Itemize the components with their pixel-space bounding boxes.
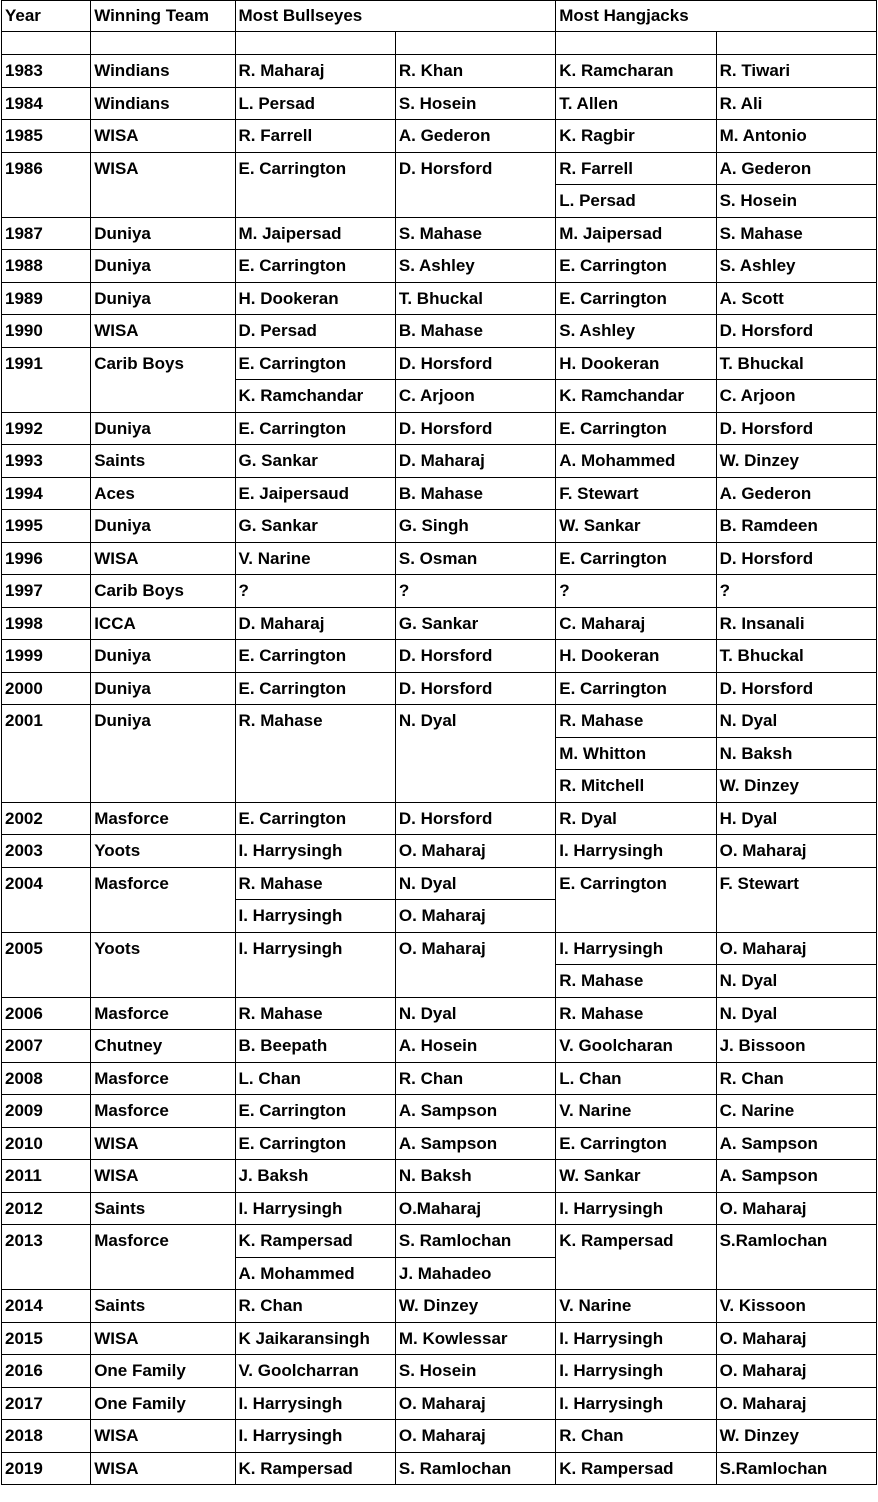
bullseye-player-cell: R. Chan — [235, 1290, 395, 1323]
winning-team-cell: Saints — [91, 1192, 235, 1225]
year-cell: 1989 — [2, 282, 91, 315]
year-cell: 1991 — [2, 347, 91, 412]
bullseye-player-cell: I. Harrysingh — [235, 835, 395, 868]
hangjack-player-cell: W. Sankar — [556, 510, 716, 543]
header-spacer-cell — [2, 32, 91, 55]
winning-team-cell: Duniya — [91, 412, 235, 445]
year-cell: 2006 — [2, 997, 91, 1030]
bullseye-player-cell: O. Maharaj — [395, 932, 555, 997]
bullseye-player-cell: S. Mahase — [395, 217, 555, 250]
winning-team-cell: ICCA — [91, 607, 235, 640]
year-cell: 2002 — [2, 802, 91, 835]
results-table — [1, 0, 877, 1485]
bullseye-player-cell: A. Mohammed — [235, 1257, 395, 1290]
year-cell: 2018 — [2, 1420, 91, 1453]
bullseye-player-cell: E. Carrington — [235, 250, 395, 283]
hangjack-player-cell: C. Narine — [716, 1095, 876, 1128]
hangjack-player-cell: L. Chan — [556, 1062, 716, 1095]
hangjack-player-cell: H. Dookeran — [556, 347, 716, 380]
table-row — [2, 120, 877, 153]
hangjack-player-cell: H. Dookeran — [556, 640, 716, 673]
bullseye-player-cell: I. Harrysingh — [235, 1420, 395, 1453]
hangjack-player-cell: R. Farrell — [556, 152, 716, 185]
table-row — [2, 1452, 877, 1485]
hangjack-player-cell: E. Carrington — [556, 542, 716, 575]
hangjack-player-cell: K. Ramchandar — [556, 380, 716, 413]
bullseye-player-cell: D. Horsford — [395, 672, 555, 705]
year-cell: 2004 — [2, 867, 91, 932]
bullseye-player-cell: B. Mahase — [395, 477, 555, 510]
table-row — [2, 250, 877, 283]
year-cell: 2003 — [2, 835, 91, 868]
year-cell: 2008 — [2, 1062, 91, 1095]
bullseye-player-cell: S. Ramlochan — [395, 1452, 555, 1485]
bullseye-player-cell: S. Osman — [395, 542, 555, 575]
hangjack-player-cell: H. Dyal — [716, 802, 876, 835]
bullseye-player-cell: G. Sankar — [235, 445, 395, 478]
bullseye-player-cell: O.Maharaj — [395, 1192, 555, 1225]
hangjack-player-cell: A. Scott — [716, 282, 876, 315]
hangjack-player-cell: E. Carrington — [556, 867, 716, 932]
winning-team-cell: Duniya — [91, 640, 235, 673]
hangjack-player-cell: S. Ashley — [716, 250, 876, 283]
hangjack-player-cell: O. Maharaj — [716, 1387, 876, 1420]
table-row — [2, 315, 877, 348]
bullseye-player-cell: K Jaikaransingh — [235, 1322, 395, 1355]
hangjack-player-cell: E. Carrington — [556, 412, 716, 445]
winning-team-cell: Duniya — [91, 510, 235, 543]
hangjack-player-cell: R. Insanali — [716, 607, 876, 640]
year-cell: 1993 — [2, 445, 91, 478]
year-cell: 2005 — [2, 932, 91, 997]
bullseye-player-cell: R. Farrell — [235, 120, 395, 153]
table-row — [2, 510, 877, 543]
hangjack-player-cell: D. Horsford — [716, 412, 876, 445]
table-row — [2, 835, 877, 868]
bullseye-player-cell: K. Rampersad — [235, 1452, 395, 1485]
hangjack-player-cell: K. Ragbir — [556, 120, 716, 153]
bullseye-player-cell: S. Ramlochan — [395, 1225, 555, 1258]
winning-team-cell: Duniya — [91, 217, 235, 250]
hangjack-player-cell: R. Chan — [716, 1062, 876, 1095]
year-cell: 2014 — [2, 1290, 91, 1323]
year-cell: 1995 — [2, 510, 91, 543]
hangjack-player-cell: F. Stewart — [716, 867, 876, 932]
hangjack-player-cell: W. Sankar — [556, 1160, 716, 1193]
table-row — [2, 412, 877, 445]
bullseye-player-cell: N. Dyal — [395, 867, 555, 900]
bullseye-player-cell: R. Mahase — [235, 705, 395, 803]
winning-team-cell: Masforce — [91, 802, 235, 835]
table-row — [2, 217, 877, 250]
hangjack-player-cell: V. Goolcharan — [556, 1030, 716, 1063]
bullseye-player-cell: M. Jaipersad — [235, 217, 395, 250]
year-cell: 2012 — [2, 1192, 91, 1225]
hangjack-player-cell: M. Jaipersad — [556, 217, 716, 250]
bullseye-player-cell: J. Mahadeo — [395, 1257, 555, 1290]
hangjack-player-cell: K. Rampersad — [556, 1225, 716, 1290]
bullseye-player-cell: S. Ashley — [395, 250, 555, 283]
bullseye-player-cell: E. Carrington — [235, 1127, 395, 1160]
winning-team-cell: One Family — [91, 1387, 235, 1420]
bullseye-player-cell: R. Khan — [395, 55, 555, 88]
winning-team-cell: WISA — [91, 1420, 235, 1453]
hangjack-player-cell: I. Harrysingh — [556, 835, 716, 868]
bullseye-player-cell: A. Gederon — [395, 120, 555, 153]
table-row — [2, 1192, 877, 1225]
year-cell: 1999 — [2, 640, 91, 673]
bullseye-player-cell: I. Harrysingh — [235, 1192, 395, 1225]
bullseye-player-cell: E. Jaipersaud — [235, 477, 395, 510]
winning-team-cell: Windians — [91, 55, 235, 88]
winning-team-cell: WISA — [91, 315, 235, 348]
hangjack-player-cell: D. Horsford — [716, 542, 876, 575]
header-spacer-row — [2, 32, 877, 55]
bullseye-player-cell: W. Dinzey — [395, 1290, 555, 1323]
bullseye-player-cell: O. Maharaj — [395, 1387, 555, 1420]
hangjack-player-cell: O. Maharaj — [716, 835, 876, 868]
bullseye-player-cell: B. Beepath — [235, 1030, 395, 1063]
bullseye-player-cell: E. Carrington — [235, 640, 395, 673]
bullseye-player-cell: D. Maharaj — [395, 445, 555, 478]
table-row — [2, 1290, 877, 1323]
year-cell: 1996 — [2, 542, 91, 575]
hangjack-player-cell: N. Baksh — [716, 737, 876, 770]
hangjack-player-cell: E. Carrington — [556, 250, 716, 283]
year-cell: 2013 — [2, 1225, 91, 1290]
bullseye-player-cell: I. Harrysingh — [235, 932, 395, 997]
winning-team-cell: Masforce — [91, 867, 235, 932]
year-cell: 1994 — [2, 477, 91, 510]
bullseye-player-cell: D. Maharaj — [235, 607, 395, 640]
table-row — [2, 1420, 877, 1453]
winning-team-cell: Windians — [91, 87, 235, 120]
hangjack-player-cell: A. Sampson — [716, 1160, 876, 1193]
winning-team-cell: One Family — [91, 1355, 235, 1388]
hangjack-player-cell: V. Narine — [556, 1095, 716, 1128]
hangjack-player-cell: N. Dyal — [716, 997, 876, 1030]
hangjack-player-cell: O. Maharaj — [716, 1355, 876, 1388]
hangjack-player-cell: L. Persad — [556, 185, 716, 218]
hangjack-player-cell: M. Antonio — [716, 120, 876, 153]
year-cell: 1998 — [2, 607, 91, 640]
hangjack-player-cell: C. Maharaj — [556, 607, 716, 640]
hangjack-player-cell: O. Maharaj — [716, 932, 876, 965]
bullseye-player-cell: A. Sampson — [395, 1127, 555, 1160]
hangjack-player-cell: K. Ramcharan — [556, 55, 716, 88]
winning-team-cell: Masforce — [91, 1225, 235, 1290]
table-row — [2, 997, 877, 1030]
year-cell: 1985 — [2, 120, 91, 153]
year-cell: 1984 — [2, 87, 91, 120]
hangjack-player-cell: ? — [556, 575, 716, 608]
year-cell: 2017 — [2, 1387, 91, 1420]
winning-team-cell: WISA — [91, 152, 235, 217]
table-row — [2, 347, 877, 380]
hangjack-player-cell: R. Chan — [556, 1420, 716, 1453]
table-row — [2, 282, 877, 315]
year-cell: 2019 — [2, 1452, 91, 1485]
bullseye-player-cell: E. Carrington — [235, 1095, 395, 1128]
table-row — [2, 672, 877, 705]
bullseye-player-cell: D. Horsford — [395, 412, 555, 445]
bullseye-player-cell: O. Maharaj — [395, 835, 555, 868]
hangjack-player-cell: J. Bissoon — [716, 1030, 876, 1063]
table-row — [2, 1160, 877, 1193]
hangjack-player-cell: ? — [716, 575, 876, 608]
winning-team-cell: Chutney — [91, 1030, 235, 1063]
hangjack-player-cell: S.Ramlochan — [716, 1225, 876, 1290]
hangjack-player-cell: S.Ramlochan — [716, 1452, 876, 1485]
bullseye-player-cell: J. Baksh — [235, 1160, 395, 1193]
header-most-hangjacks: Most Hangjacks — [556, 1, 877, 32]
hangjack-player-cell: R. Tiwari — [716, 55, 876, 88]
winning-team-cell: Saints — [91, 1290, 235, 1323]
winning-team-cell: Saints — [91, 445, 235, 478]
winning-team-cell: Duniya — [91, 282, 235, 315]
bullseye-player-cell: E. Carrington — [235, 347, 395, 380]
bullseye-player-cell: V. Narine — [235, 542, 395, 575]
winning-team-cell: Masforce — [91, 1095, 235, 1128]
table-row — [2, 705, 877, 738]
winning-team-cell: Yoots — [91, 932, 235, 997]
table-row — [2, 542, 877, 575]
bullseye-player-cell: I. Harrysingh — [235, 900, 395, 933]
year-cell: 1992 — [2, 412, 91, 445]
hangjack-player-cell: W. Dinzey — [716, 770, 876, 803]
hangjack-player-cell: V. Narine — [556, 1290, 716, 1323]
header-row — [2, 1, 877, 32]
bullseye-player-cell: T. Bhuckal — [395, 282, 555, 315]
header-year: Year — [2, 1, 91, 32]
year-cell: 1988 — [2, 250, 91, 283]
bullseye-player-cell: V. Goolcharran — [235, 1355, 395, 1388]
year-cell: 1983 — [2, 55, 91, 88]
table-row — [2, 1062, 877, 1095]
bullseye-player-cell: ? — [235, 575, 395, 608]
bullseye-player-cell: E. Carrington — [235, 152, 395, 217]
hangjack-player-cell: V. Kissoon — [716, 1290, 876, 1323]
bullseye-player-cell: D. Horsford — [395, 347, 555, 380]
year-cell: 2016 — [2, 1355, 91, 1388]
hangjack-player-cell: I. Harrysingh — [556, 1387, 716, 1420]
winning-team-cell: Yoots — [91, 835, 235, 868]
winning-team-cell: WISA — [91, 1127, 235, 1160]
hangjack-player-cell: N. Dyal — [716, 965, 876, 998]
bullseye-player-cell: L. Chan — [235, 1062, 395, 1095]
hangjack-player-cell: A. Gederon — [716, 152, 876, 185]
hangjack-player-cell: I. Harrysingh — [556, 1355, 716, 1388]
hangjack-player-cell: S. Mahase — [716, 217, 876, 250]
bullseye-player-cell: A. Hosein — [395, 1030, 555, 1063]
hangjack-player-cell: E. Carrington — [556, 1127, 716, 1160]
bullseye-player-cell: I. Harrysingh — [235, 1387, 395, 1420]
hangjack-player-cell: R. Ali — [716, 87, 876, 120]
bullseye-player-cell: R. Maharaj — [235, 55, 395, 88]
header-most-bullseyes: Most Bullseyes — [235, 1, 556, 32]
results-table-body — [2, 1, 877, 1485]
table-row — [2, 607, 877, 640]
winning-team-cell: WISA — [91, 1322, 235, 1355]
winning-team-cell: Carib Boys — [91, 575, 235, 608]
table-row — [2, 867, 877, 900]
year-cell: 1986 — [2, 152, 91, 217]
year-cell: 1997 — [2, 575, 91, 608]
year-cell: 2000 — [2, 672, 91, 705]
bullseye-player-cell: R. Mahase — [235, 867, 395, 900]
bullseye-player-cell: D. Horsford — [395, 640, 555, 673]
year-cell: 1990 — [2, 315, 91, 348]
year-cell: 2015 — [2, 1322, 91, 1355]
bullseye-player-cell: ? — [395, 575, 555, 608]
table-row — [2, 640, 877, 673]
hangjack-player-cell: T. Allen — [556, 87, 716, 120]
winning-team-cell: Aces — [91, 477, 235, 510]
bullseye-player-cell: K. Ramchandar — [235, 380, 395, 413]
bullseye-player-cell: D. Horsford — [395, 152, 555, 217]
bullseye-player-cell: R. Chan — [395, 1062, 555, 1095]
table-row — [2, 152, 877, 185]
hangjack-player-cell: M. Whitton — [556, 737, 716, 770]
bullseye-player-cell: N. Dyal — [395, 997, 555, 1030]
table-row — [2, 87, 877, 120]
hangjack-player-cell: I. Harrysingh — [556, 1322, 716, 1355]
winning-team-cell: WISA — [91, 1160, 235, 1193]
hangjack-player-cell: A. Gederon — [716, 477, 876, 510]
hangjack-player-cell: R. Mahase — [556, 965, 716, 998]
bullseye-player-cell: E. Carrington — [235, 802, 395, 835]
winning-team-cell: Duniya — [91, 250, 235, 283]
header-spacer-cell — [235, 32, 395, 55]
bullseye-player-cell: G. Sankar — [235, 510, 395, 543]
header-spacer-cell — [395, 32, 555, 55]
hangjack-player-cell: T. Bhuckal — [716, 347, 876, 380]
bullseye-player-cell: S. Hosein — [395, 87, 555, 120]
year-cell: 1987 — [2, 217, 91, 250]
bullseye-player-cell: H. Dookeran — [235, 282, 395, 315]
hangjack-player-cell: A. Mohammed — [556, 445, 716, 478]
bullseye-player-cell: R. Mahase — [235, 997, 395, 1030]
header-spacer-cell — [716, 32, 876, 55]
table-row — [2, 1127, 877, 1160]
winning-team-cell: WISA — [91, 1452, 235, 1485]
hangjack-player-cell: I. Harrysingh — [556, 1192, 716, 1225]
bullseye-player-cell: O. Maharaj — [395, 900, 555, 933]
hangjack-player-cell: R. Dyal — [556, 802, 716, 835]
winning-team-cell: Duniya — [91, 672, 235, 705]
bullseye-player-cell: O. Maharaj — [395, 1420, 555, 1453]
hangjack-player-cell: I. Harrysingh — [556, 932, 716, 965]
winning-team-cell: WISA — [91, 120, 235, 153]
table-row — [2, 575, 877, 608]
winning-team-cell: Carib Boys — [91, 347, 235, 412]
table-row — [2, 477, 877, 510]
hangjack-player-cell: O. Maharaj — [716, 1192, 876, 1225]
bullseye-player-cell: E. Carrington — [235, 412, 395, 445]
table-row — [2, 445, 877, 478]
bullseye-player-cell: K. Rampersad — [235, 1225, 395, 1258]
bullseye-player-cell: N. Baksh — [395, 1160, 555, 1193]
hangjack-player-cell: E. Carrington — [556, 672, 716, 705]
bullseye-player-cell: N. Dyal — [395, 705, 555, 803]
table-row — [2, 1387, 877, 1420]
bullseye-player-cell: M. Kowlessar — [395, 1322, 555, 1355]
bullseye-player-cell: C. Arjoon — [395, 380, 555, 413]
hangjack-player-cell: R. Mahase — [556, 997, 716, 1030]
table-row — [2, 1225, 877, 1258]
table-row — [2, 1322, 877, 1355]
header-winning-team: Winning Team — [91, 1, 235, 32]
bullseye-player-cell: A. Sampson — [395, 1095, 555, 1128]
hangjack-player-cell: S. Ashley — [556, 315, 716, 348]
hangjack-player-cell: B. Ramdeen — [716, 510, 876, 543]
bullseye-player-cell: D. Horsford — [395, 802, 555, 835]
table-row — [2, 55, 877, 88]
header-spacer-cell — [91, 32, 235, 55]
bullseye-player-cell: B. Mahase — [395, 315, 555, 348]
bullseye-player-cell: G. Singh — [395, 510, 555, 543]
hangjack-player-cell: A. Sampson — [716, 1127, 876, 1160]
winning-team-cell: Duniya — [91, 705, 235, 803]
table-row — [2, 1355, 877, 1388]
hangjack-player-cell: D. Horsford — [716, 672, 876, 705]
hangjack-player-cell: R. Mahase — [556, 705, 716, 738]
year-cell: 2009 — [2, 1095, 91, 1128]
winning-team-cell: Masforce — [91, 997, 235, 1030]
header-spacer-cell — [556, 32, 716, 55]
hangjack-player-cell: E. Carrington — [556, 282, 716, 315]
winning-team-cell: WISA — [91, 542, 235, 575]
hangjack-player-cell: C. Arjoon — [716, 380, 876, 413]
bullseye-player-cell: L. Persad — [235, 87, 395, 120]
bullseye-player-cell: D. Persad — [235, 315, 395, 348]
table-row — [2, 802, 877, 835]
hangjack-player-cell: N. Dyal — [716, 705, 876, 738]
hangjack-player-cell: F. Stewart — [556, 477, 716, 510]
hangjack-player-cell: S. Hosein — [716, 185, 876, 218]
year-cell: 2010 — [2, 1127, 91, 1160]
year-cell: 2007 — [2, 1030, 91, 1063]
bullseye-player-cell: E. Carrington — [235, 672, 395, 705]
hangjack-player-cell: W. Dinzey — [716, 445, 876, 478]
hangjack-player-cell: W. Dinzey — [716, 1420, 876, 1453]
year-cell: 2011 — [2, 1160, 91, 1193]
hangjack-player-cell: K. Rampersad — [556, 1452, 716, 1485]
table-row — [2, 932, 877, 965]
table-row — [2, 1095, 877, 1128]
hangjack-player-cell: T. Bhuckal — [716, 640, 876, 673]
year-cell: 2001 — [2, 705, 91, 803]
hangjack-player-cell: R. Mitchell — [556, 770, 716, 803]
winning-team-cell: Masforce — [91, 1062, 235, 1095]
table-row — [2, 1030, 877, 1063]
bullseye-player-cell: G. Sankar — [395, 607, 555, 640]
hangjack-player-cell: O. Maharaj — [716, 1322, 876, 1355]
bullseye-player-cell: S. Hosein — [395, 1355, 555, 1388]
hangjack-player-cell: D. Horsford — [716, 315, 876, 348]
